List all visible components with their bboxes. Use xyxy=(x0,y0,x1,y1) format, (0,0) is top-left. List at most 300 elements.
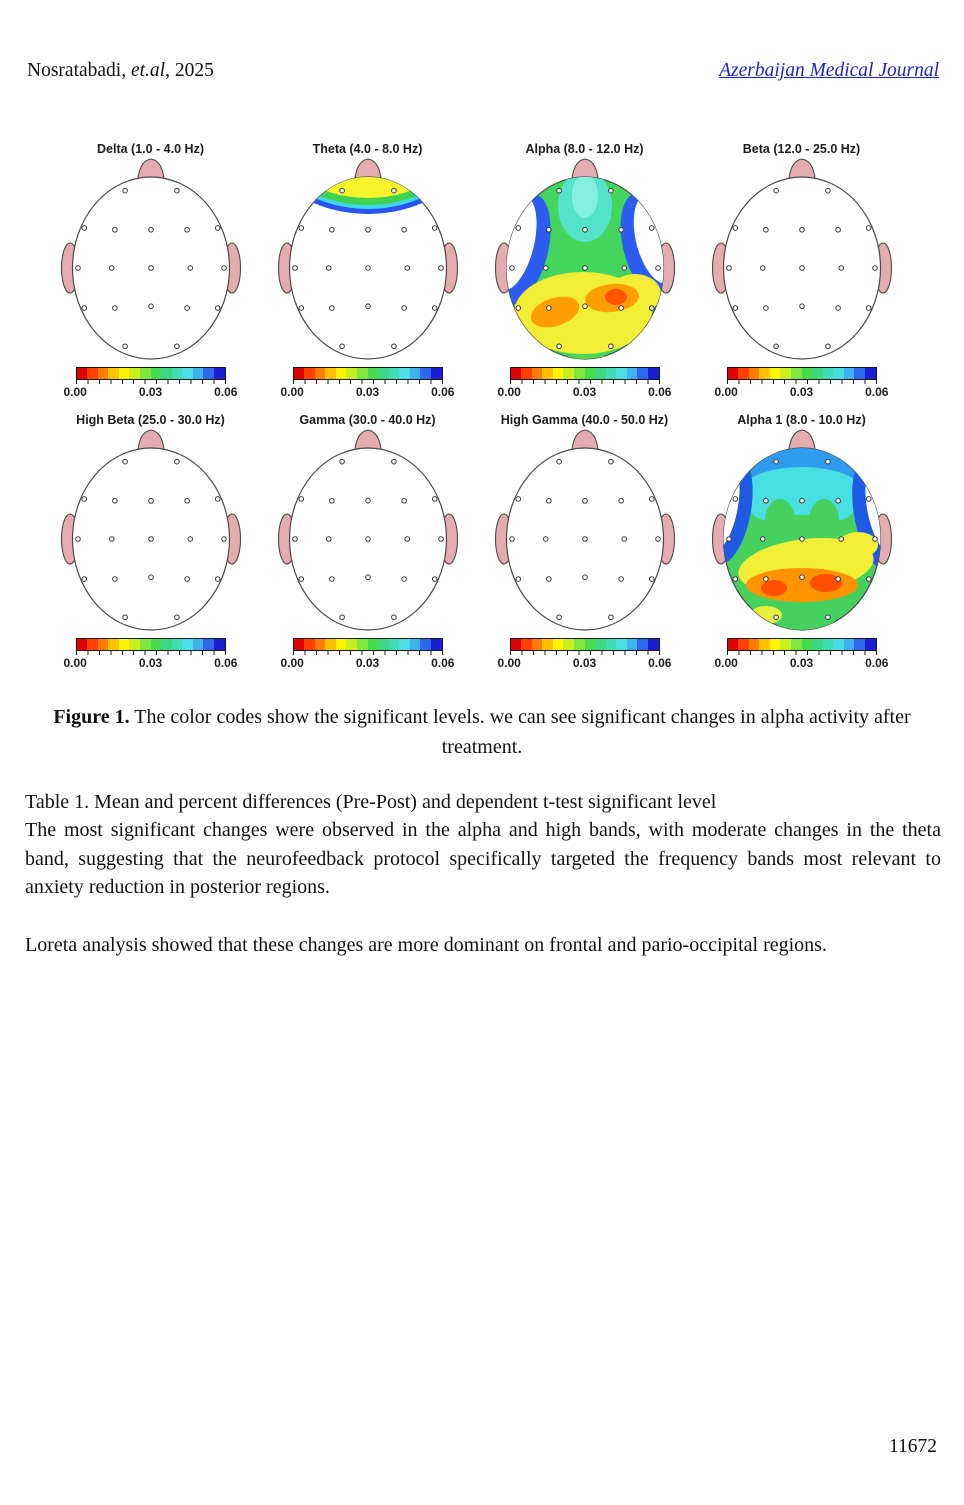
colorbar-segment xyxy=(865,639,876,650)
topomap-title: Gamma (30.0 - 40.0 Hz) xyxy=(299,413,436,427)
colorbar-segment xyxy=(172,368,183,379)
electrode-dot xyxy=(726,537,731,542)
colorbar-segment xyxy=(410,368,421,379)
colorbar-segment xyxy=(542,368,553,379)
colorbar-segment xyxy=(140,368,151,379)
colorbar-tick-label: 0.00 xyxy=(497,656,521,670)
colorbar-segment xyxy=(357,639,368,650)
colorbar-segment xyxy=(336,368,347,379)
colorbar-segment xyxy=(315,639,326,650)
colorbar-segment xyxy=(780,639,791,650)
colorbar-segment xyxy=(325,368,336,379)
figure-caption-label: Figure 1. xyxy=(53,706,130,728)
electrode-dot xyxy=(582,266,587,271)
authors-etal: et.al xyxy=(130,60,166,81)
colorbar-segment xyxy=(399,368,410,379)
electrode-dot xyxy=(582,498,587,503)
electrode-dot xyxy=(726,266,731,271)
electrode-dot xyxy=(292,537,297,542)
colorbar-tick-label: 0.00 xyxy=(280,385,304,399)
colorbar-segment xyxy=(420,639,431,650)
electrode-dot xyxy=(618,306,623,311)
colorbar-segment xyxy=(108,368,119,379)
electrode-dot xyxy=(365,575,370,580)
electrode-dot xyxy=(773,344,778,349)
colorbar-tick-label: 0.00 xyxy=(280,656,304,670)
electrode-dot xyxy=(215,577,220,582)
electrode-dot xyxy=(215,226,220,231)
topomap-head xyxy=(268,157,468,363)
colorbar-segment xyxy=(532,639,543,650)
colorbar-segment xyxy=(346,368,357,379)
colorbar-segment xyxy=(616,639,627,650)
electrode-dot xyxy=(825,344,830,349)
electrode-dot xyxy=(81,306,86,311)
electrode-dot xyxy=(732,497,737,502)
colorbar-tick-label: 0.00 xyxy=(714,385,738,399)
electrode-dot xyxy=(835,227,840,232)
topomap-head xyxy=(51,157,251,363)
electrode-dot xyxy=(649,577,654,582)
electrode-dot xyxy=(215,306,220,311)
colorbar-tick-label: 0.00 xyxy=(63,656,87,670)
electrode-dot xyxy=(773,459,778,464)
electrode-dot xyxy=(184,498,189,503)
colorbar-segment xyxy=(521,639,532,650)
colorbar-tick-label: 0.00 xyxy=(63,385,87,399)
topomap-title: Theta (4.0 - 8.0 Hz) xyxy=(312,142,423,156)
electrode-dot xyxy=(608,344,613,349)
topomap-cell xyxy=(42,142,259,399)
electrode-dot xyxy=(799,227,804,232)
colorbar-segment xyxy=(637,639,648,650)
colorbar xyxy=(715,367,889,399)
colorbar-segment xyxy=(431,368,442,379)
electrode-dot xyxy=(329,306,334,311)
colorbar-segment xyxy=(140,639,151,650)
topomap-title: Alpha (8.0 - 12.0 Hz) xyxy=(525,142,644,156)
topomap-head xyxy=(51,428,251,634)
electrode-dot xyxy=(838,266,843,271)
colorbar-ticks xyxy=(510,651,660,655)
electrode-dot xyxy=(438,266,443,271)
colorbar-tick-label: 0.06 xyxy=(865,656,889,670)
electrode-dot xyxy=(799,304,804,309)
authors-line xyxy=(27,60,214,82)
colorbar-segment xyxy=(325,639,336,650)
colorbar-segment xyxy=(511,639,522,650)
electrode-dot xyxy=(515,226,520,231)
electrode-dot xyxy=(184,306,189,311)
topomap-title: Delta (1.0 - 4.0 Hz) xyxy=(97,142,204,156)
colorbar-segment xyxy=(214,368,225,379)
electrode-dot xyxy=(339,344,344,349)
electrode-dot xyxy=(582,537,587,542)
colorbar-segment xyxy=(346,639,357,650)
colorbar-segment xyxy=(812,639,823,650)
electrode-dot xyxy=(122,459,127,464)
electrode-dot xyxy=(75,537,80,542)
loreta-line: Loreta analysis showed that these changes are more dominant on frontal and pario-occipital regions. xyxy=(25,933,827,956)
electrode-dot xyxy=(556,344,561,349)
electrode-dot xyxy=(298,226,303,231)
electrode-dot xyxy=(148,575,153,580)
electrode-dot xyxy=(221,266,226,271)
colorbar xyxy=(498,638,672,670)
topomap-cell xyxy=(259,142,476,399)
electrode-dot xyxy=(825,459,830,464)
electrode-dot xyxy=(391,344,396,349)
electrode-dot xyxy=(618,577,623,582)
topomap-title: High Gamma (40.0 - 50.0 Hz) xyxy=(500,413,669,427)
electrode-dot xyxy=(148,266,153,271)
electrode-dot xyxy=(432,306,437,311)
electrode-dot xyxy=(112,577,117,582)
colorbar-segment xyxy=(336,639,347,650)
colorbar xyxy=(281,367,455,399)
colorbar xyxy=(281,638,455,670)
electrode-dot xyxy=(81,577,86,582)
electrode-dot xyxy=(329,577,334,582)
electrode-dot xyxy=(773,615,778,620)
colorbar-tick-labels xyxy=(498,385,672,399)
electrode-dot xyxy=(184,577,189,582)
figure-caption-text: The color codes show the significant levels. we can see significant changes in alpha activity after treatment. xyxy=(129,706,911,758)
electrode-dot xyxy=(760,537,765,542)
colorbar-segment xyxy=(399,639,410,650)
colorbar-segment xyxy=(833,639,844,650)
colorbar-gradient xyxy=(293,367,443,380)
electrode-dot xyxy=(649,497,654,502)
electrode-dot xyxy=(365,304,370,309)
electrode-dot xyxy=(122,344,127,349)
colorbar-segment xyxy=(151,639,162,650)
topomap-cell xyxy=(693,142,910,399)
colorbar-segment xyxy=(738,639,749,650)
colorbar-segment xyxy=(87,639,98,650)
colorbar-ticks xyxy=(76,651,226,655)
colorbar-gradient xyxy=(727,367,877,380)
electrode-dot xyxy=(649,306,654,311)
colorbar-segment xyxy=(182,639,193,650)
colorbar-segment xyxy=(77,368,88,379)
body-text xyxy=(25,788,941,959)
electrode-dot xyxy=(618,227,623,232)
topomap-cell xyxy=(42,413,259,670)
colorbar-segment xyxy=(791,639,802,650)
electrode-dot xyxy=(298,577,303,582)
electrode-dot xyxy=(221,537,226,542)
electrode-dot xyxy=(122,188,127,193)
colorbar-segment xyxy=(759,639,770,650)
colorbar-segment xyxy=(294,368,305,379)
electrode-dot xyxy=(365,227,370,232)
page-number: 11672 xyxy=(888,1436,937,1457)
colorbar-segment xyxy=(315,368,326,379)
colorbar-tick-labels xyxy=(715,385,889,399)
colorbar-segment xyxy=(172,639,183,650)
electrode-dot xyxy=(339,188,344,193)
colorbar-segment xyxy=(161,368,172,379)
electrode-dot xyxy=(546,498,551,503)
colorbar-segment xyxy=(214,639,225,650)
electrode-dot xyxy=(404,266,409,271)
colorbar-gradient xyxy=(510,367,660,380)
colorbar-segment xyxy=(749,368,760,379)
electrode-dot xyxy=(292,266,297,271)
colorbar-segment xyxy=(203,368,214,379)
colorbar-segment xyxy=(627,639,638,650)
colorbar-ticks xyxy=(293,651,443,655)
colorbar-segment xyxy=(532,368,543,379)
colorbar-tick-label: 0.06 xyxy=(648,656,672,670)
electrode-dot xyxy=(763,577,768,582)
electrode-dot xyxy=(582,304,587,309)
electrode-dot xyxy=(391,615,396,620)
colorbar-ticks xyxy=(727,380,877,384)
colorbar-segment xyxy=(304,639,315,650)
colorbar-segment xyxy=(823,639,834,650)
colorbar-segment xyxy=(542,639,553,650)
colorbar-segment xyxy=(182,368,193,379)
electrode-dot xyxy=(148,537,153,542)
colorbar-segment xyxy=(759,368,770,379)
electrode-dot xyxy=(432,226,437,231)
colorbar-segment xyxy=(770,639,781,650)
colorbar-segment xyxy=(574,368,585,379)
electrode-dot xyxy=(621,537,626,542)
colorbar-segment xyxy=(129,368,140,379)
electrode-dot xyxy=(799,266,804,271)
colorbar-segment xyxy=(854,368,865,379)
electrode-dot xyxy=(799,575,804,580)
colorbar-segment xyxy=(420,368,431,379)
colorbar-segment xyxy=(378,368,389,379)
colorbar-segment xyxy=(728,639,739,650)
colorbar-segment xyxy=(844,639,855,650)
colorbar-tick-label: 0.06 xyxy=(214,656,238,670)
electrode-dot xyxy=(732,306,737,311)
electrode-dot xyxy=(543,537,548,542)
electrode-dot xyxy=(732,226,737,231)
colorbar xyxy=(715,638,889,670)
topomap-cell xyxy=(476,142,693,399)
topomap-title: Beta (12.0 - 25.0 Hz) xyxy=(742,142,861,156)
electrode-dot xyxy=(81,497,86,502)
colorbar-segment xyxy=(770,368,781,379)
colorbar-segment xyxy=(833,368,844,379)
colorbar-segment xyxy=(606,368,617,379)
electrode-dot xyxy=(148,227,153,232)
electrode-dot xyxy=(122,615,127,620)
colorbar-segment xyxy=(151,368,162,379)
electrode-dot xyxy=(112,306,117,311)
electrode-dot xyxy=(109,266,114,271)
electrode-dot xyxy=(608,459,613,464)
electrode-dot xyxy=(515,306,520,311)
electrode-dot xyxy=(187,537,192,542)
colorbar-gradient xyxy=(510,638,660,651)
colorbar-segment xyxy=(865,368,876,379)
colorbar-segment xyxy=(203,639,214,650)
colorbar-segment xyxy=(854,639,865,650)
electrode-dot xyxy=(556,615,561,620)
electrode-dot xyxy=(825,615,830,620)
electrode-dot xyxy=(546,577,551,582)
colorbar-segment xyxy=(129,639,140,650)
electrode-dot xyxy=(329,498,334,503)
electrode-dot xyxy=(835,577,840,582)
colorbar-segment xyxy=(294,639,305,650)
colorbar-segment xyxy=(563,368,574,379)
electrode-dot xyxy=(655,537,660,542)
electrode-dot xyxy=(618,498,623,503)
topomap-head xyxy=(702,428,902,634)
colorbar-segment xyxy=(595,368,606,379)
topomap-title: Alpha 1 (8.0 - 10.0 Hz) xyxy=(737,413,866,427)
colorbar-tick-label: 0.03 xyxy=(789,656,814,670)
electrode-dot xyxy=(174,344,179,349)
colorbar-ticks xyxy=(293,380,443,384)
electrode-dot xyxy=(109,537,114,542)
colorbar-tick-label: 0.00 xyxy=(497,385,521,399)
colorbar-segment xyxy=(563,639,574,650)
colorbar-tick-label: 0.00 xyxy=(714,656,738,670)
colorbar-tick-labels xyxy=(281,656,455,670)
colorbar-segment xyxy=(108,639,119,650)
colorbar-segment xyxy=(749,639,760,650)
colorbar-segment xyxy=(627,368,638,379)
electrode-dot xyxy=(329,227,334,232)
colorbar-tick-label: 0.03 xyxy=(572,656,597,670)
electrode-dot xyxy=(365,266,370,271)
colorbar-tick-labels xyxy=(498,656,672,670)
colorbar-segment xyxy=(368,368,379,379)
electrode-dot xyxy=(187,266,192,271)
electrode-dot xyxy=(174,459,179,464)
electrode-dot xyxy=(404,537,409,542)
colorbar-tick-label: 0.03 xyxy=(355,656,380,670)
colorbar-gradient xyxy=(76,367,226,380)
colorbar-tick-label: 0.03 xyxy=(355,385,380,399)
electrode-dot xyxy=(835,306,840,311)
colorbar-segment xyxy=(98,639,109,650)
colorbar-segment xyxy=(553,639,564,650)
colorbar-tick-label: 0.06 xyxy=(431,385,455,399)
electrode-dot xyxy=(799,498,804,503)
colorbar-tick-label: 0.03 xyxy=(138,656,163,670)
electrode-dot xyxy=(608,615,613,620)
electrode-dot xyxy=(391,459,396,464)
electrode-dot xyxy=(773,188,778,193)
topomap-cell xyxy=(693,413,910,670)
topomap-head xyxy=(485,428,685,634)
colorbar-tick-label: 0.06 xyxy=(431,656,455,670)
colorbar-segment xyxy=(823,368,834,379)
electrode-dot xyxy=(112,498,117,503)
figure-caption xyxy=(30,702,934,762)
electrode-dot xyxy=(655,266,660,271)
table-title-line: Table 1. Mean and percent differences (Pre-Post) and dependent t-test significant level xyxy=(25,791,717,813)
electrode-dot xyxy=(326,266,331,271)
figure-topomap-grid xyxy=(42,142,910,670)
electrode-dot xyxy=(546,227,551,232)
electrode-dot xyxy=(763,306,768,311)
electrode-dot xyxy=(509,537,514,542)
colorbar-ticks xyxy=(510,380,660,384)
colorbar-segment xyxy=(595,639,606,650)
electrode-dot xyxy=(401,498,406,503)
colorbar-segment xyxy=(844,368,855,379)
colorbar xyxy=(64,638,238,670)
colorbar xyxy=(64,367,238,399)
topomap-head xyxy=(268,428,468,634)
colorbar-tick-label: 0.03 xyxy=(789,385,814,399)
colorbar-segment xyxy=(606,639,617,650)
colorbar-segment xyxy=(553,368,564,379)
electrode-dot xyxy=(401,227,406,232)
topomap-cell xyxy=(259,413,476,670)
colorbar-segment xyxy=(161,639,172,650)
electrode-dot xyxy=(298,497,303,502)
electrode-dot xyxy=(509,266,514,271)
electrode-dot xyxy=(438,537,443,542)
electrode-dot xyxy=(339,615,344,620)
colorbar-segment xyxy=(378,639,389,650)
electrode-dot xyxy=(582,227,587,232)
colorbar-segment xyxy=(410,639,421,650)
electrode-dot xyxy=(608,188,613,193)
electrode-dot xyxy=(148,498,153,503)
electrode-dot xyxy=(866,306,871,311)
electrode-dot xyxy=(546,306,551,311)
electrode-dot xyxy=(838,537,843,542)
topomap-cell xyxy=(476,413,693,670)
electrode-dot xyxy=(556,459,561,464)
page-header xyxy=(27,60,939,82)
electrode-dot xyxy=(339,459,344,464)
colorbar-segment xyxy=(648,639,659,650)
electrode-dot xyxy=(825,188,830,193)
topomap-head xyxy=(702,157,902,363)
electrode-dot xyxy=(148,304,153,309)
journal-title-link[interactable]: Azerbaijan Medical Journal xyxy=(719,60,939,81)
colorbar-segment xyxy=(780,368,791,379)
authors-year: , 2025 xyxy=(165,60,214,81)
colorbar-tick-label: 0.06 xyxy=(865,385,889,399)
electrode-dot xyxy=(184,227,189,232)
colorbar-segment xyxy=(357,368,368,379)
colorbar-segment xyxy=(616,368,627,379)
colorbar-segment xyxy=(728,368,739,379)
colorbar-gradient xyxy=(293,638,443,651)
electrode-dot xyxy=(866,577,871,582)
electrode-dot xyxy=(732,577,737,582)
colorbar-tick-labels xyxy=(715,656,889,670)
colorbar-tick-labels xyxy=(64,656,238,670)
colorbar-segment xyxy=(511,368,522,379)
colorbar-segment xyxy=(193,368,204,379)
colorbar-segment xyxy=(574,639,585,650)
electrode-dot xyxy=(215,497,220,502)
electrode-dot xyxy=(432,497,437,502)
colorbar-segment xyxy=(521,368,532,379)
electrode-dot xyxy=(582,575,587,580)
electrode-dot xyxy=(866,497,871,502)
colorbar-segment xyxy=(791,368,802,379)
electrode-dot xyxy=(649,226,654,231)
electrode-dot xyxy=(760,266,765,271)
